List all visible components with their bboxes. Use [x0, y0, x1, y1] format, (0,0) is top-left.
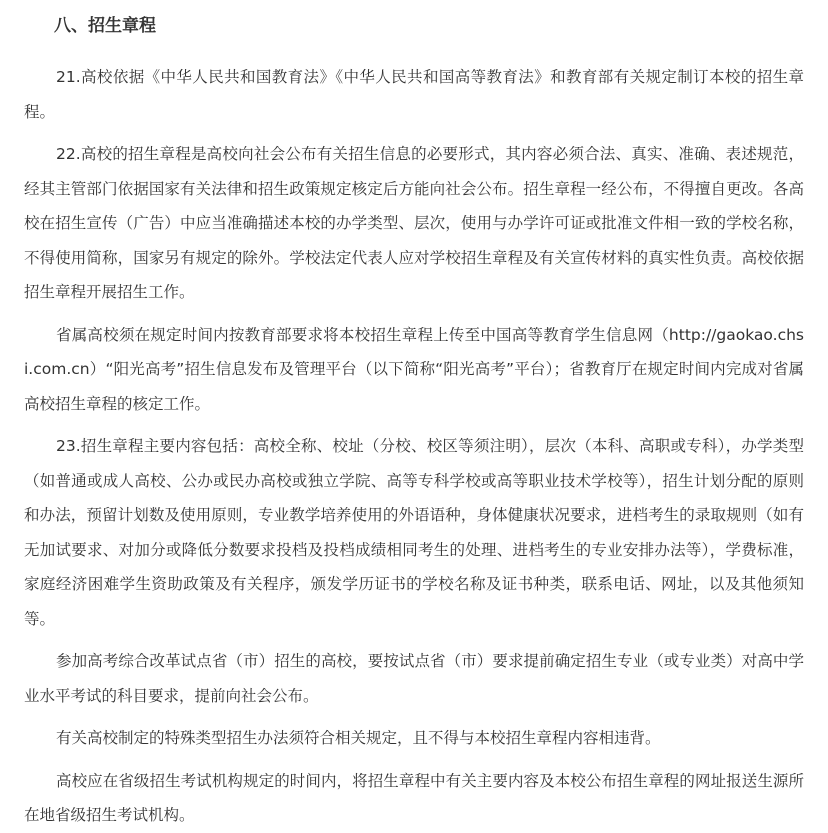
paragraph-21: 21.高校依据《中华人民共和国教育法》《中华人民共和国高等教育法》和教育部有关规定制订本校的招生章程。: [24, 68, 804, 121]
section-title: 八、招生章程: [54, 16, 156, 36]
paragraph-report-submission: 高校应在省级招生考试机构规定的时间内，将招生章程中有关主要内容及本校公布招生章程的网址报送生源所在地省级招生考试机构。: [24, 771, 804, 824]
paragraph-special-admission: 有关高校制定的特殊类型招生办法须符合相关规定，且不得与本校招生章程内容相违背。: [56, 729, 661, 747]
paragraph-23: 23.招生章程主要内容包括：高校全称、校址（分校、校区等须注明），层次（本科、高职或专科），办学类型（如普通或成人高校、公办或民办高校或独立学院、高等专科学校或高等职业技术学校等），招生计划分配的原则和办法，预留计划数及使用原则，专业教学培养使用的外语语种，身体健康状况要求，进档考生的录取规则（如有无加试要求、对加分或降低分数要求投档及投档成绩相同考生的处理、进档考生的专业安排办法等），学费标准，家庭经济困难学生资助政策及有关程序，颁发学历证书的学校名称及证书种类，联系电话、网址，以及其他须知等。: [24, 437, 804, 628]
paragraph-22: 22.高校的招生章程是高校向社会公布有关招生信息的必要形式，其内容必须合法、真实、准确、表述规范，经其主管部门依据国家有关法律和招生政策规定核定后方能向社会公布。招生章程一经公布，不得擅自更改。各高校在招生宣传（广告）中应当准确描述本校的办学类型、层次，使用与办学许可证或批准文件相一致的学校名称，不得使用简称，国家另有规定的除外。学校法定代表人应对学校招生章程及有关宣传材料的真实性负责。高校依据招生章程开展招生工作。: [24, 145, 804, 301]
paragraph-provincial-upload: 省属高校须在规定时间内按教育部要求将本校招生章程上传至中国高等教育学生信息网（http://gaokao.chsi.com.cn）“阳光高考”招生信息发布及管理平台（以下简称“阳光高考”平台）；省教育厅在规定时间内完成对省属高校招生章程的核定工作。: [24, 325, 804, 413]
paragraph-reform-pilot: 参加高考综合改革试点省（市）招生的高校，要按试点省（市）要求提前确定招生专业（或专业类）对高中学业水平考试的科目要求，提前向社会公布。: [24, 652, 804, 705]
